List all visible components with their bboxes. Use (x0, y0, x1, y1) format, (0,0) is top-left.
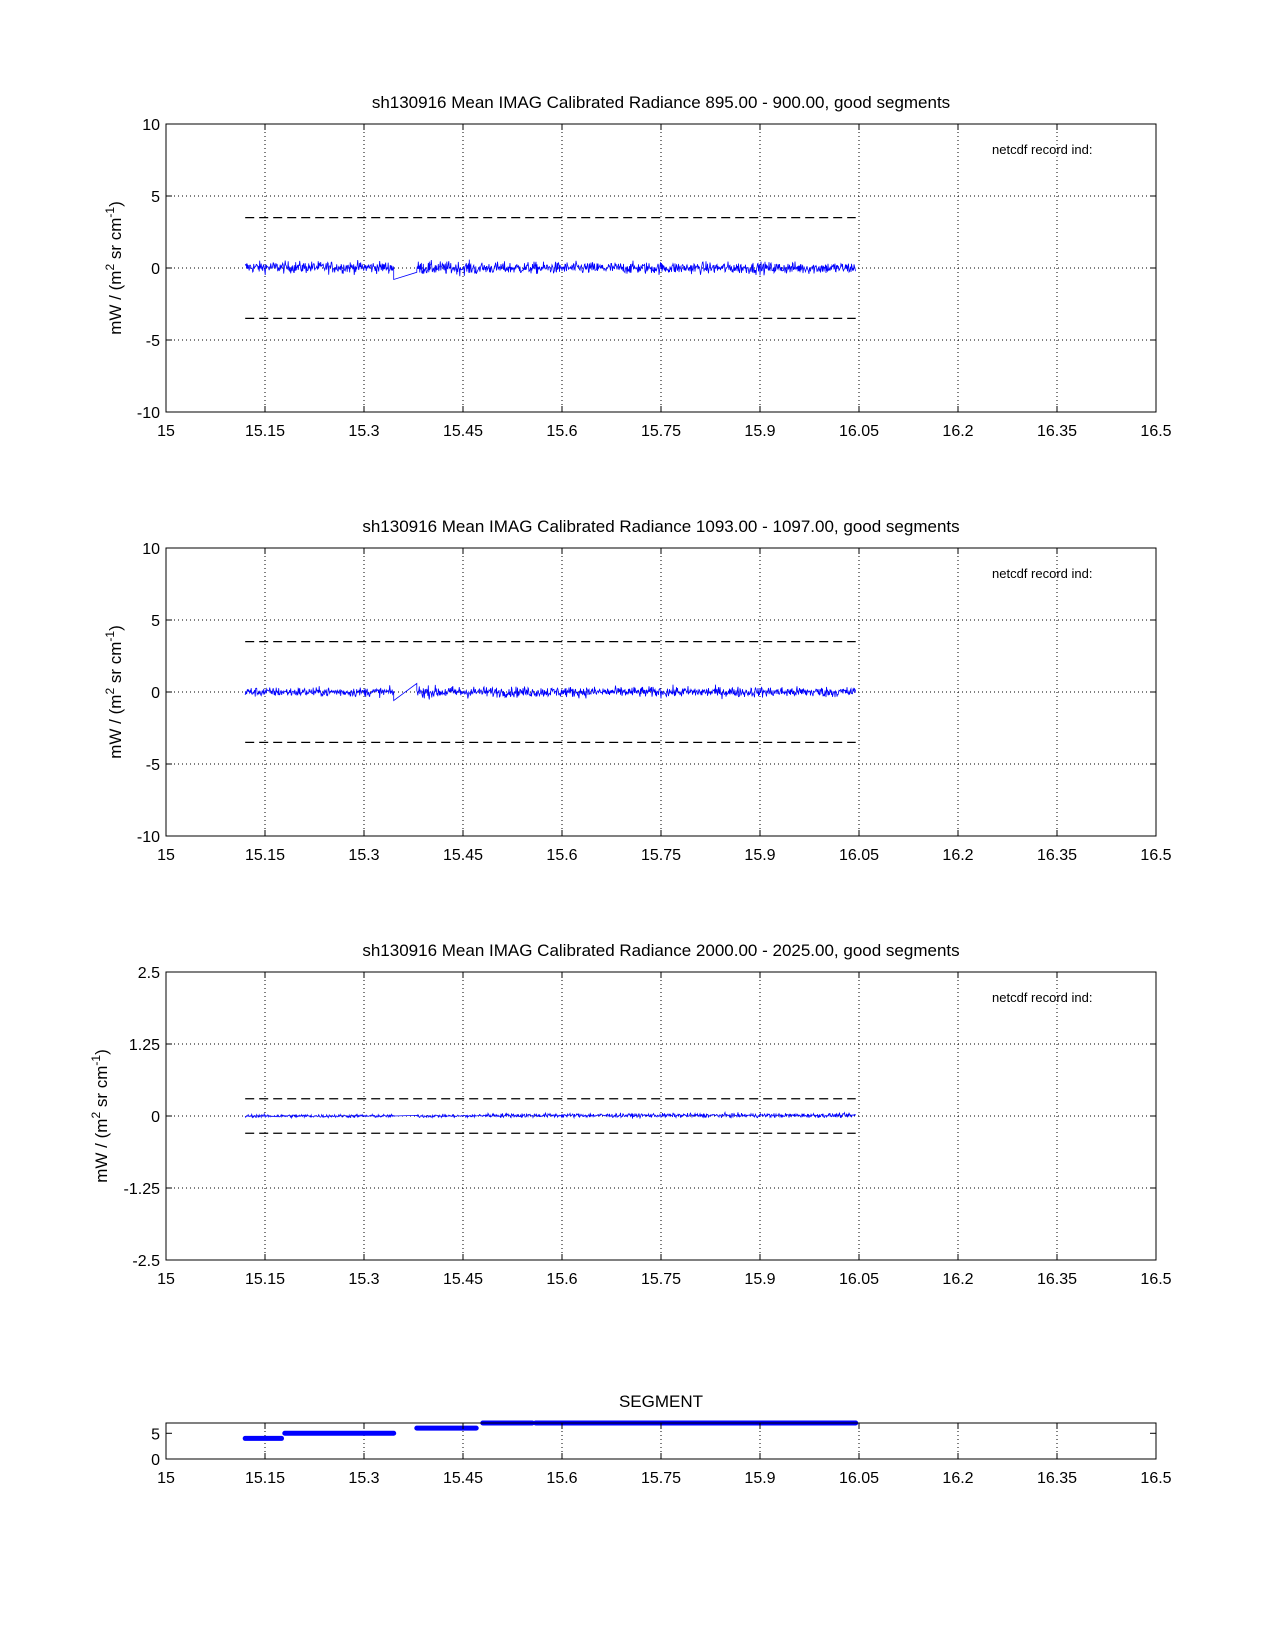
x-tick-label: 16.35 (1036, 423, 1078, 440)
y-tick-label: 5 (151, 1426, 160, 1444)
x-tick-label: 15.45 (442, 1271, 484, 1288)
x-tick-label: 16.35 (1036, 1470, 1078, 1487)
x-tick-label: 15 (157, 1271, 175, 1288)
chart-panel-4 (151, 1392, 1172, 1487)
y-axis-label (103, 201, 125, 335)
x-tick-label: 15.6 (546, 1271, 578, 1288)
x-tick-label: 16.5 (1140, 1271, 1172, 1288)
x-tick-label: 16.05 (838, 1470, 880, 1487)
x-tick-label: 15 (157, 1470, 175, 1487)
y-tick-label: 10 (142, 117, 160, 134)
x-tick-label: 15.15 (244, 847, 286, 864)
x-tick-label: 15.45 (442, 423, 484, 440)
y-axis-label-part: sr cm (106, 217, 125, 264)
chart-panel-3 (89, 941, 1172, 1288)
x-tick-label: 15 (157, 423, 175, 440)
y-axis-label-part: sr cm (106, 641, 125, 688)
y-axis-label-part: -1 (103, 630, 117, 642)
y-tick-label: 10 (142, 541, 160, 558)
y-axis-label-part: ) (106, 625, 125, 631)
y-tick-label: 5 (151, 189, 160, 206)
chart-title: sh130916 Mean IMAG Calibrated Radiance 1093.00 - 1097.00, good segments (362, 517, 960, 536)
y-tick-label: 2.5 (137, 965, 160, 982)
x-tick-label: 16.35 (1036, 1271, 1078, 1288)
x-tick-label: 16.5 (1140, 847, 1172, 864)
x-tick-label: 16.2 (942, 847, 974, 864)
y-tick-label: 0 (151, 1452, 160, 1469)
y-axis-label (89, 1049, 111, 1183)
x-tick-label: 15 (157, 847, 175, 864)
annotation-text: netcdf record ind: (992, 566, 1093, 581)
x-tick-label: 16.5 (1140, 423, 1172, 440)
y-tick-label: -5 (145, 757, 160, 774)
x-tick-label: 16.05 (838, 423, 880, 440)
radiance-trace (245, 1112, 855, 1118)
x-tick-label: 15.45 (442, 1470, 484, 1487)
x-tick-label: 15.3 (348, 1271, 380, 1288)
y-axis-label-part: ) (92, 1049, 111, 1055)
x-tick-label: 16.5 (1140, 1470, 1172, 1487)
x-tick-label: 15.6 (546, 423, 578, 440)
y-tick-label: -2.5 (132, 1253, 160, 1270)
chart-title: SEGMENT (618, 1392, 704, 1411)
chart-title: sh130916 Mean IMAG Calibrated Radiance 895.00 - 900.00, good segments (371, 93, 951, 112)
x-tick-label: 15.9 (744, 1470, 776, 1487)
x-tick-label: 15.6 (546, 847, 578, 864)
x-tick-label: 16.35 (1036, 847, 1078, 864)
x-tick-label: 16.05 (838, 1271, 880, 1288)
y-axis-label-part: mW / (m (106, 270, 125, 335)
chart-panel-1 (103, 93, 1172, 440)
x-tick-label: 15.15 (244, 423, 286, 440)
x-tick-label: 15.9 (744, 1271, 776, 1288)
chart-title: sh130916 Mean IMAG Calibrated Radiance 2000.00 - 2025.00, good segments (362, 941, 960, 960)
y-axis-label-part: 2 (103, 687, 117, 695)
radiance-trace (245, 260, 855, 280)
y-tick-label: 5 (151, 613, 160, 630)
x-tick-label: 15.3 (348, 1470, 380, 1487)
x-tick-label: 15.15 (244, 1470, 286, 1487)
y-tick-label: -10 (136, 405, 160, 422)
y-axis-label-part: -1 (103, 206, 117, 218)
x-tick-label: 15.3 (348, 847, 380, 864)
x-tick-label: 15.15 (244, 1271, 286, 1288)
x-tick-label: 15.75 (640, 847, 682, 864)
y-axis-label-part: 2 (103, 263, 117, 271)
x-tick-label: 16.05 (838, 847, 880, 864)
x-tick-label: 15.75 (640, 1470, 682, 1487)
x-tick-label: 15.9 (744, 847, 776, 864)
x-tick-label: 15.45 (442, 847, 484, 864)
x-tick-label: 16.2 (942, 423, 974, 440)
y-axis-label-part: ) (106, 201, 125, 207)
y-axis-label-part: mW / (m (92, 1118, 111, 1183)
annotation-text: netcdf record ind: (992, 142, 1093, 157)
annotation-text: netcdf record ind: (992, 990, 1093, 1005)
y-tick-label: -10 (136, 829, 160, 846)
y-axis-label-part: sr cm (92, 1065, 111, 1112)
y-axis-label-part: -1 (89, 1054, 103, 1066)
y-axis-label (103, 625, 125, 759)
y-axis-label-part: 2 (89, 1111, 103, 1119)
x-tick-label: 15.75 (640, 1271, 682, 1288)
x-tick-label: 16.2 (942, 1271, 974, 1288)
x-tick-label: 15.75 (640, 423, 682, 440)
y-tick-label: 0 (151, 1109, 160, 1126)
chart-panel-2 (103, 517, 1172, 864)
x-tick-label: 15.9 (744, 423, 776, 440)
y-tick-label: 0 (151, 261, 160, 278)
y-tick-label: -1.25 (123, 1181, 160, 1198)
y-tick-label: 1.25 (128, 1037, 160, 1054)
y-tick-label: -5 (145, 333, 160, 350)
x-tick-label: 15.3 (348, 423, 380, 440)
x-tick-label: 15.6 (546, 1470, 578, 1487)
radiance-trace (245, 683, 855, 700)
x-tick-label: 16.2 (942, 1470, 974, 1487)
y-tick-label: 0 (151, 685, 160, 702)
y-axis-label-part: mW / (m (106, 694, 125, 759)
